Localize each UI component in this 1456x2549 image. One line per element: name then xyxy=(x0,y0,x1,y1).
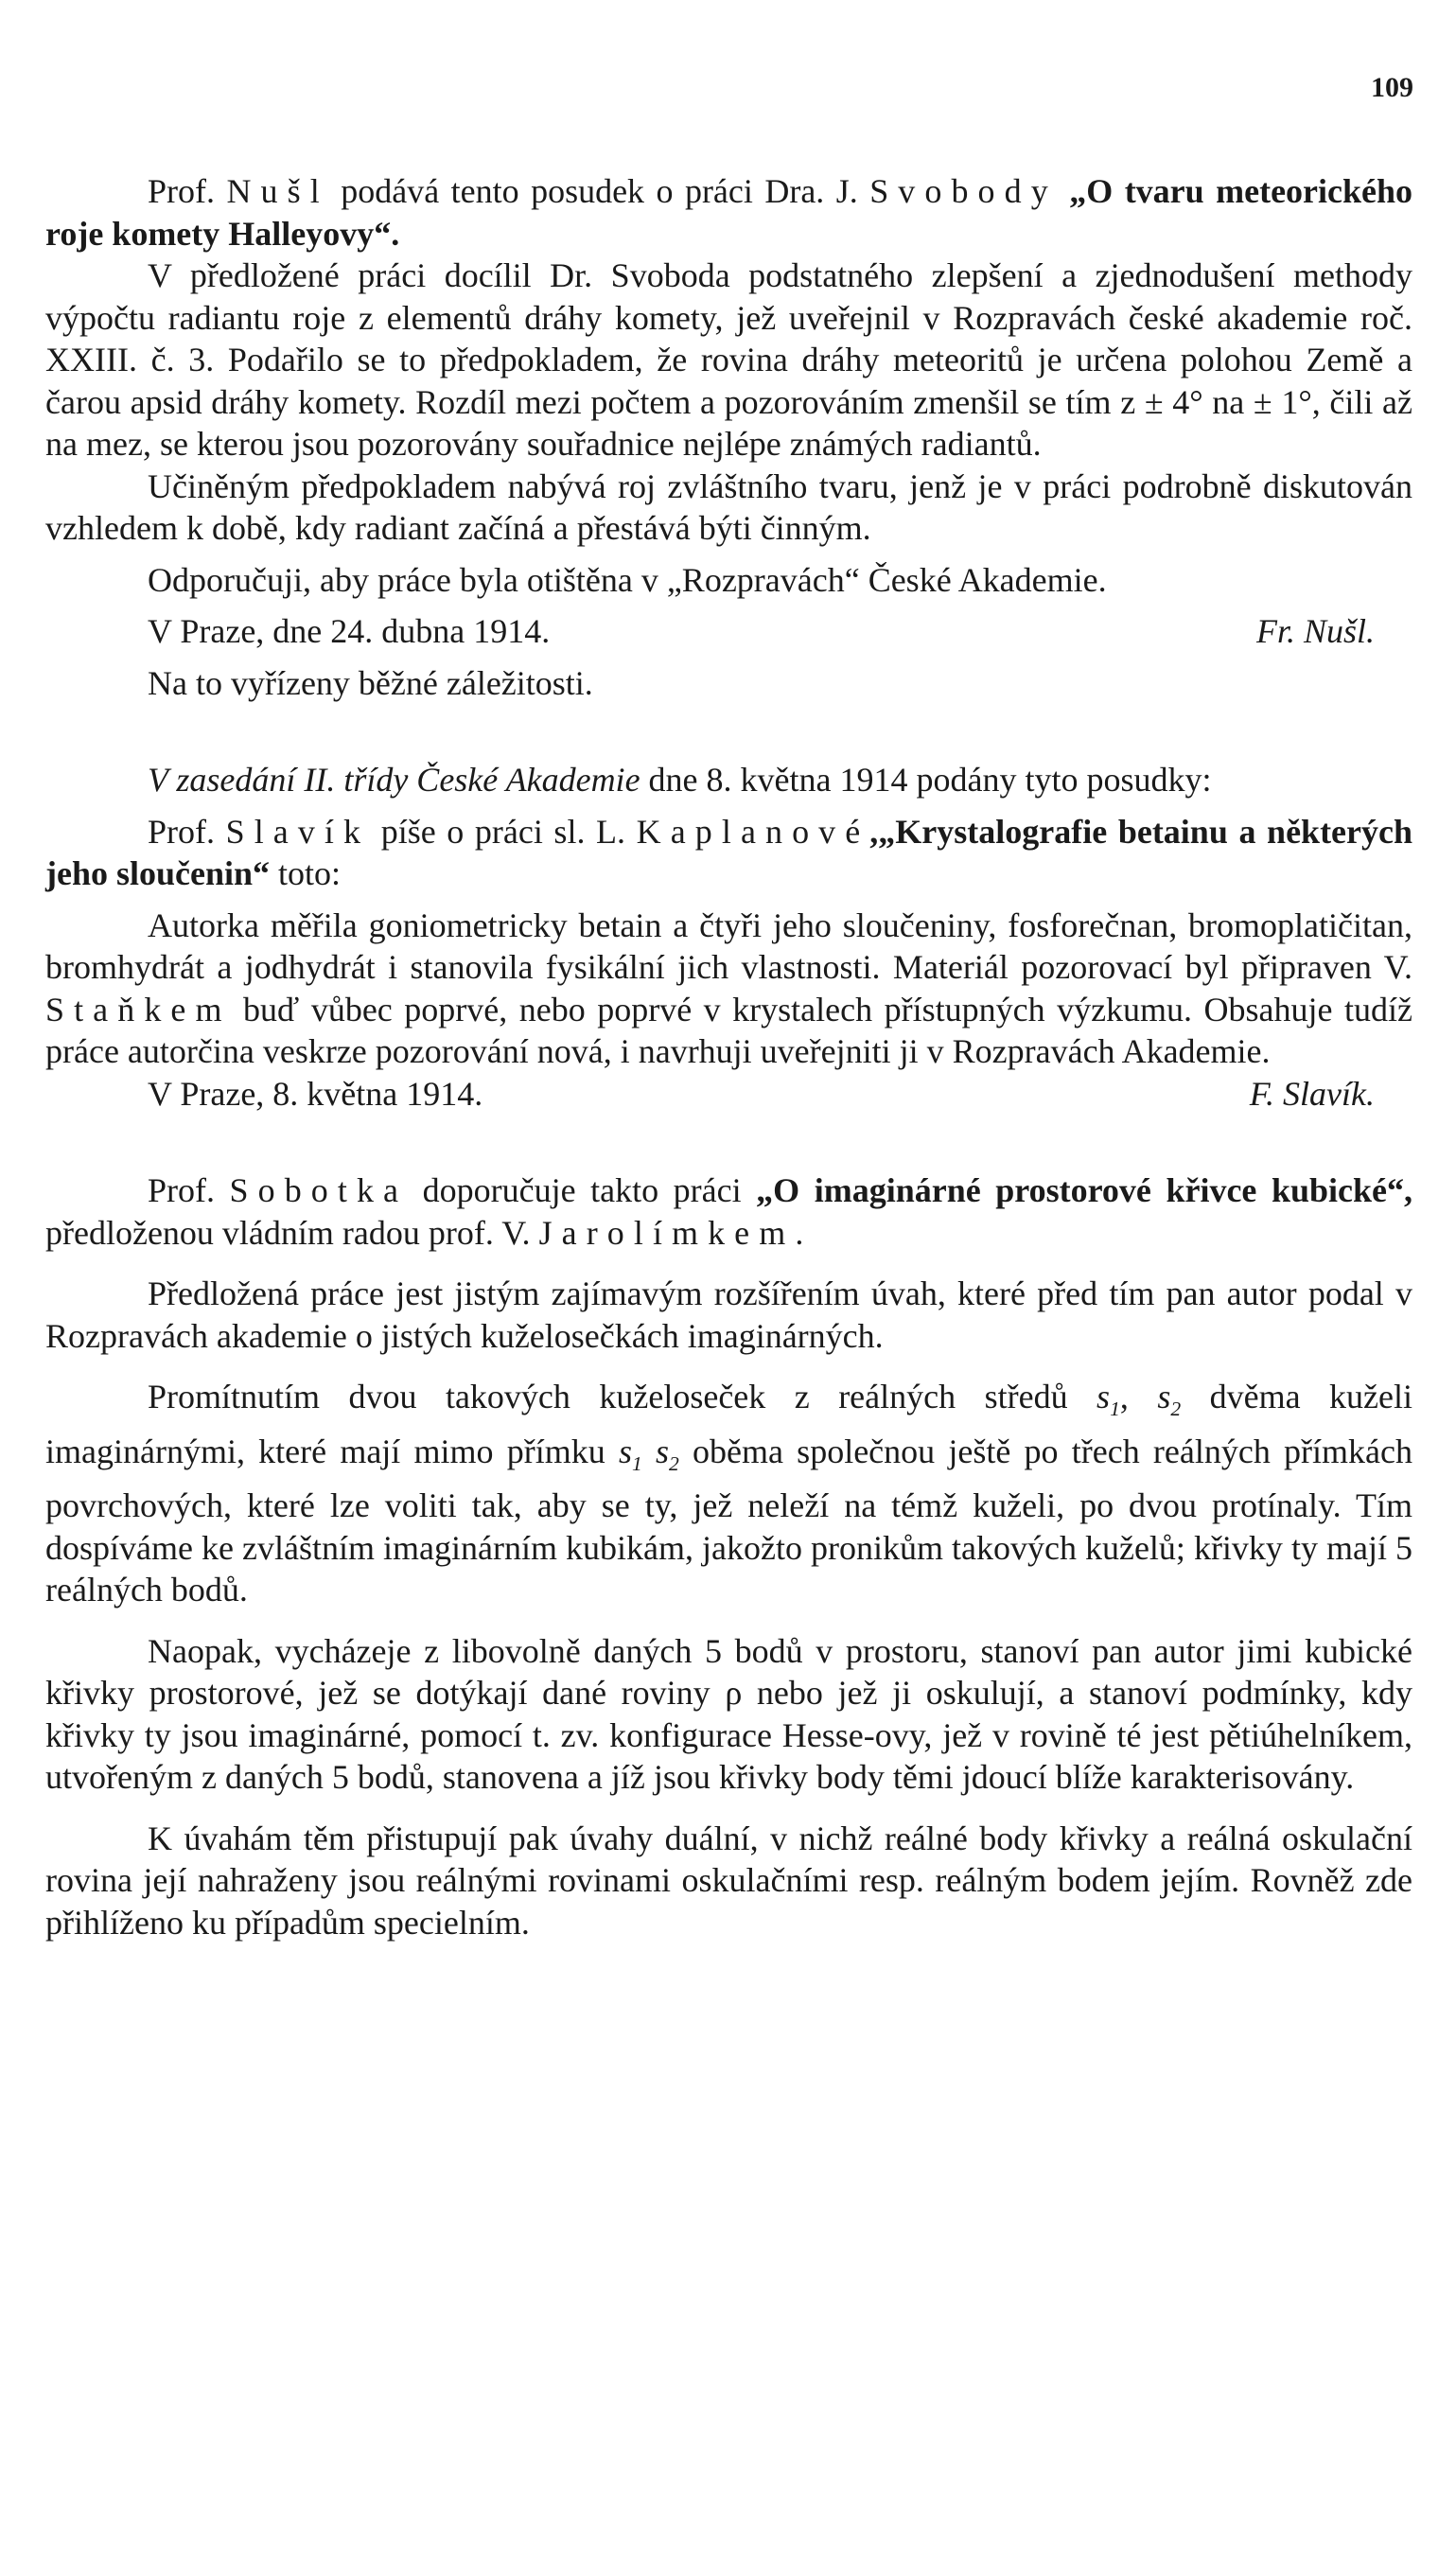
math-symbol: $s_1$ xyxy=(1096,1378,1120,1421)
reviewer-name: Sobotka xyxy=(229,1171,409,1209)
session-heading: V zasedání II. třídy České Akademie dne 8. května 1914 podány tyto posudky: xyxy=(148,761,1212,799)
author-name: Kaplanové xyxy=(636,812,870,851)
page-number: 109 xyxy=(1371,72,1413,103)
review-paragraph: Učiněným předpokladem nabývá roj zvláštního tvaru, jenž je v práci podrobně diskutován vzhledem k době, kdy radiant začíná a přestává býti činným. xyxy=(45,466,1412,547)
math-symbol-pair: $s_1$ $s_2$ xyxy=(618,1432,679,1475)
review-paragraph: V předložené práci docílil Dr. Svoboda podstatného zlepšení a zjednodušení methody výpočtu radiantu roje z elementů dráhy komety, jež uveřejnil v Rozpravách české akademie roč. XXIII. č. 3. Podařilo se to předpokladem, že rovina dráhy meteoritů je určena polohou Země a čarou apsid dráhy komety. Rozdíl mezi počtem a pozorováním zmenšil se tím z ± 4° na ± 1°, čili až na mez, se kterou jsou pozorovány souřadnice nejlépe známých radiantů. xyxy=(45,256,1412,463)
work-title: „O imaginárné prostorové křivce kubické“, xyxy=(756,1171,1412,1209)
work-title: „O tvaru meteorického roje komety Halleyovy“. xyxy=(45,172,1413,253)
review-nusl-intro: Prof. Nušl podává tento posudek o práci Dra. J. Svobody „O tvaru meteorického roje komety Halleyovy“. xyxy=(45,172,1413,253)
reviewer-name: Nušl xyxy=(226,172,329,210)
review-slavik-intro: Prof. Slavík píše o práci sl. L. Kaplanové,„Krystalografie betainu a některých jeho sloučenin“ toto: xyxy=(45,812,1413,892)
review-paragraph: K úvahám těm přistupují pak úvahy duální, v nichž reálné body křivky a reálná oskulační rovina její nahraženy jsou reálnými rovinami oskulačními resp. reálným bodem jejím. Rovněž zde přihlíženo ku případům specielním. xyxy=(45,1819,1412,1942)
review-recommendation: Odporučuji, aby práce byla otištěna v „Rozpravách“ České Akademie. xyxy=(148,560,1107,599)
signature-row xyxy=(45,1073,1412,1116)
signature: Fr. Nušl. xyxy=(1255,612,1375,650)
review-sobotka-intro: Prof. Sobotka doporučuje takto práci „O imaginárné prostorové křivce kubické“, předloženou vládním radou prof. V. Jarolímkem. xyxy=(45,1171,1412,1252)
place-date: V Praze, dne 24. dubna 1914. xyxy=(148,612,551,650)
math-symbol: $s_2$ xyxy=(1157,1378,1182,1421)
review-paragraph: Autorka měřila goniometricky betain a čtyři jeho sloučeniny, fosforečnan, bromoplatičitan, bromhydrát a jodhydrát i stanovila fysikální jich vlastnosti. Materiál pozorovací byl připraven V. Staňkem buď vůbec poprvé, nebo poprvé v krystalech přístupných výzkumu. Obsahuje tudíž práce autorčina veskrze pozorování nová, i navrhuji uveřejniti ji v Rozpravách Akademie. xyxy=(45,905,1412,1070)
review-paragraph: Naopak, vycházeje z libovolně daných 5 bodů v prostoru, stanoví pan autor jimi kubické křivky prostorové, jež se dotýkají dané roviny ρ nebo jež ji oskulují, a stanoví podmínky, kdy křivky ty jsou imaginárné, pomocí t. zv. konfigurace Hesse-ovy, jež v rovině té jest pětiúhelníkem, utvořeným z daných 5 bodů, stanovena a jíž jsou křivky body těmi jdoucí blíže karakterisovány. xyxy=(45,1631,1412,1797)
author-name: Jarolímkem. xyxy=(538,1213,814,1252)
signature-row xyxy=(45,610,1412,653)
place-date: V Praze, 8. května 1914. xyxy=(148,1074,483,1113)
review-paragraph: Předložená práce jest jistým zajímavým rozšířením úvah, které před tím pan autor podal v Rozpravách akademie o jistých kuželosečkách imaginárných. xyxy=(45,1274,1412,1355)
work-title: ,„Krystalografie betainu a některých jeho sloučenin“ xyxy=(45,812,1413,892)
closing-note: Na to vyřízeny běžné záležitosti. xyxy=(148,663,593,702)
reviewer-name: Slavík xyxy=(225,812,371,851)
signature: F. Slavík. xyxy=(1249,1074,1375,1113)
preparer-name: Staňkem xyxy=(45,990,232,1028)
review-paragraph: Promítnutím dvou takových kuželoseček z reálných středů $s_1$, $s_2$ dvěma kuželi imaginárnými, které mají mimo přímku $s_1$ $s_2$ oběma společnou ještě po třech reálných přímkách povrchových, které lze voliti tak, aby se ty, jež neleží na témž kuželi, po dvou protínaly. Tím dospíváme ke zvláštním imaginárním kubikám, jakožto pronikům takových kuželů; křivky ty mají 5 reálných bodů. xyxy=(45,1378,1413,1609)
author-name: Svobody xyxy=(869,172,1058,210)
page-body xyxy=(45,170,1412,1943)
